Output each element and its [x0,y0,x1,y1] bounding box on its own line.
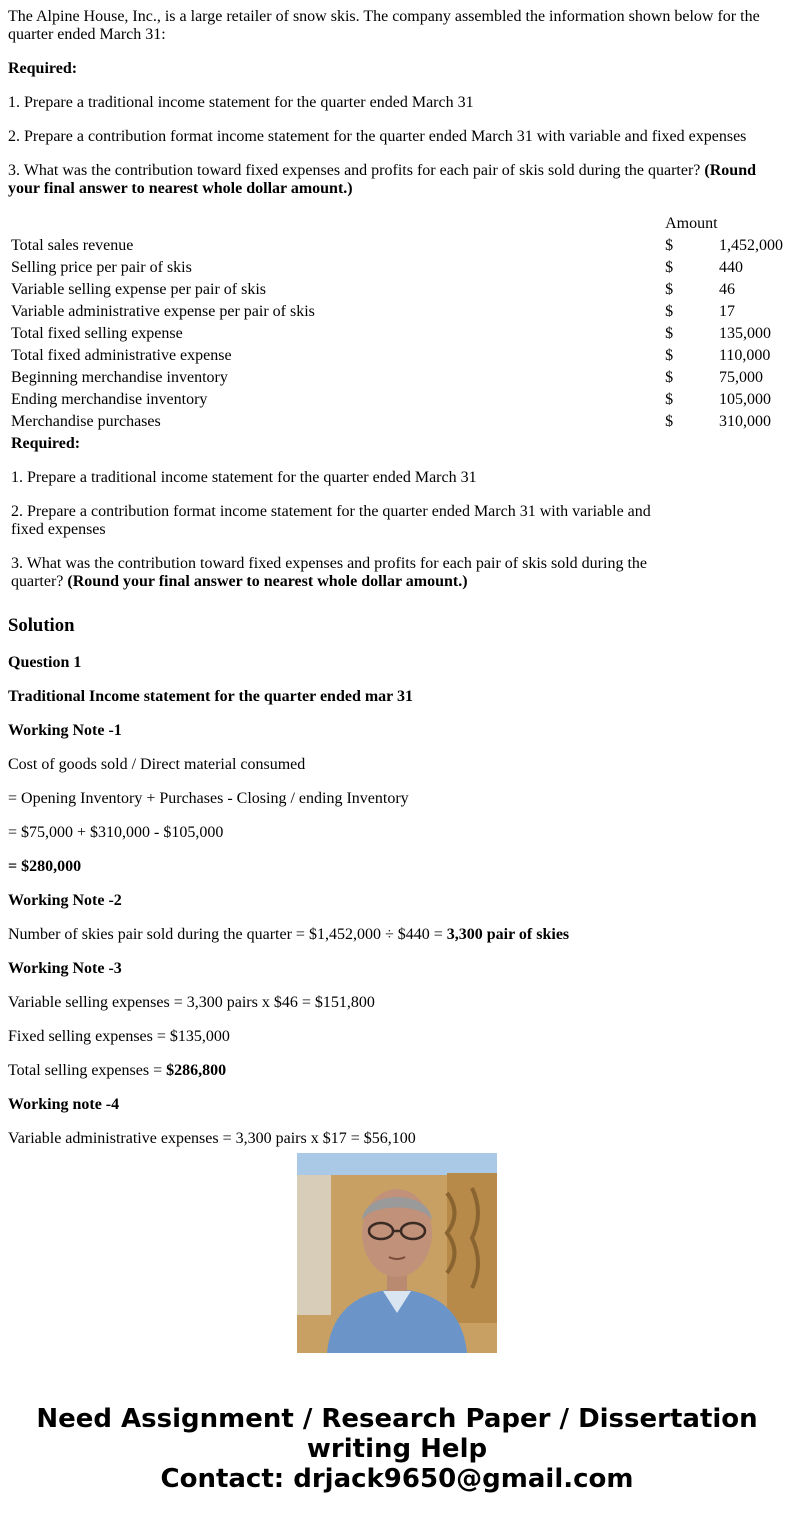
table-header-row [10,214,786,234]
wn3-line: Total selling expenses = $286,800 [8,1062,227,1079]
table-row: Variable administrative expense per pair of skis $ 17 [11,303,735,320]
table-row: Selling price per pair of skis $ 440 [11,259,743,276]
document-content [8,8,786,1147]
table-required-heading: Required: [11,435,81,452]
table-row: Ending merchandise inventory $ 105,000 [11,391,771,408]
wn4-line: Variable administrative expenses = 3,300 pairs x $17 = $56,100 [8,1130,416,1147]
avatar [297,1153,497,1353]
footer-contact: Contact: drjack9650@gmail.com [160,1464,634,1494]
wn3-line: Fixed selling expenses = $135,000 [8,1028,230,1045]
table-row: Total fixed administrative expense $ 110,000 [11,347,771,364]
question-1: 1. Prepare a traditional income statement for the quarter ended March 31 [8,94,474,111]
question-1-heading: Question 1 [8,654,82,671]
question-3: 3. What was the contribution toward fixed expenses and profits for each pair of skis sold during the quarter? (Round your final answer to nearest whole dollar amount.) [8,162,756,197]
question-2: 2. Prepare a contribution format income statement for the quarter ended March 31 with variable and fixed expenses [8,128,747,145]
footer-banner [0,1404,794,1494]
person-portrait-icon [297,1153,497,1353]
working-note-4-title: Working note -4 [8,1096,120,1113]
wn1-line: = $75,000 + $310,000 - $105,000 [8,824,224,841]
table-required-row [10,434,786,592]
intro-paragraph: The Alpine House, Inc., is a large retailer of snow skis. The company assembled the information shown below for the quarter ended March 31: [8,8,760,43]
working-note-3-title: Working Note -3 [8,960,122,977]
table-row: Merchandise purchases $ 310,000 [11,413,771,430]
wn1-line: = Opening Inventory + Purchases - Closing / ending Inventory [8,790,409,807]
solution-heading: Solution [8,615,75,636]
table-row: Total sales revenue $ 1,452,000 [11,237,783,254]
wn1-result: = $280,000 [8,858,82,875]
required-heading: Required: [8,60,78,77]
data-table [8,212,788,594]
table-question-1: 1. Prepare a traditional income statement for the quarter ended March 31 [11,469,477,486]
table-row: Variable selling expense per pair of skis $ 46 [11,281,735,298]
table-question-2: 2. Prepare a contribution format income statement for the quarter ended March 31 with variable and fixed expenses [11,503,651,538]
wn2-line: Number of skies pair sold during the quarter = $1,452,000 ÷ $440 = 3,300 pair of skies [8,926,570,943]
working-note-2-title: Working Note -2 [8,892,122,909]
footer-line-2: writing Help [306,1434,488,1464]
wn3-line: Variable selling expenses = 3,300 pairs x $46 = $151,800 [8,994,375,1011]
working-note-1-title: Working Note -1 [8,722,122,739]
table-row: Beginning merchandise inventory $ 75,000 [11,369,763,386]
table-question-3: 3. What was the contribution toward fixed expenses and profits for each pair of skis sold during the quarter? (Round your final answer to nearest whole dollar amount.) [11,555,647,590]
table-row: Total fixed selling expense $ 135,000 [11,325,771,342]
traditional-title: Traditional Income statement for the quarter ended mar 31 [8,688,413,705]
footer-line-1: Need Assignment / Research Paper / Dissertation [36,1404,758,1434]
amount-header: Amount [665,215,718,232]
wn1-line: Cost of goods sold / Direct material consumed [8,756,306,773]
